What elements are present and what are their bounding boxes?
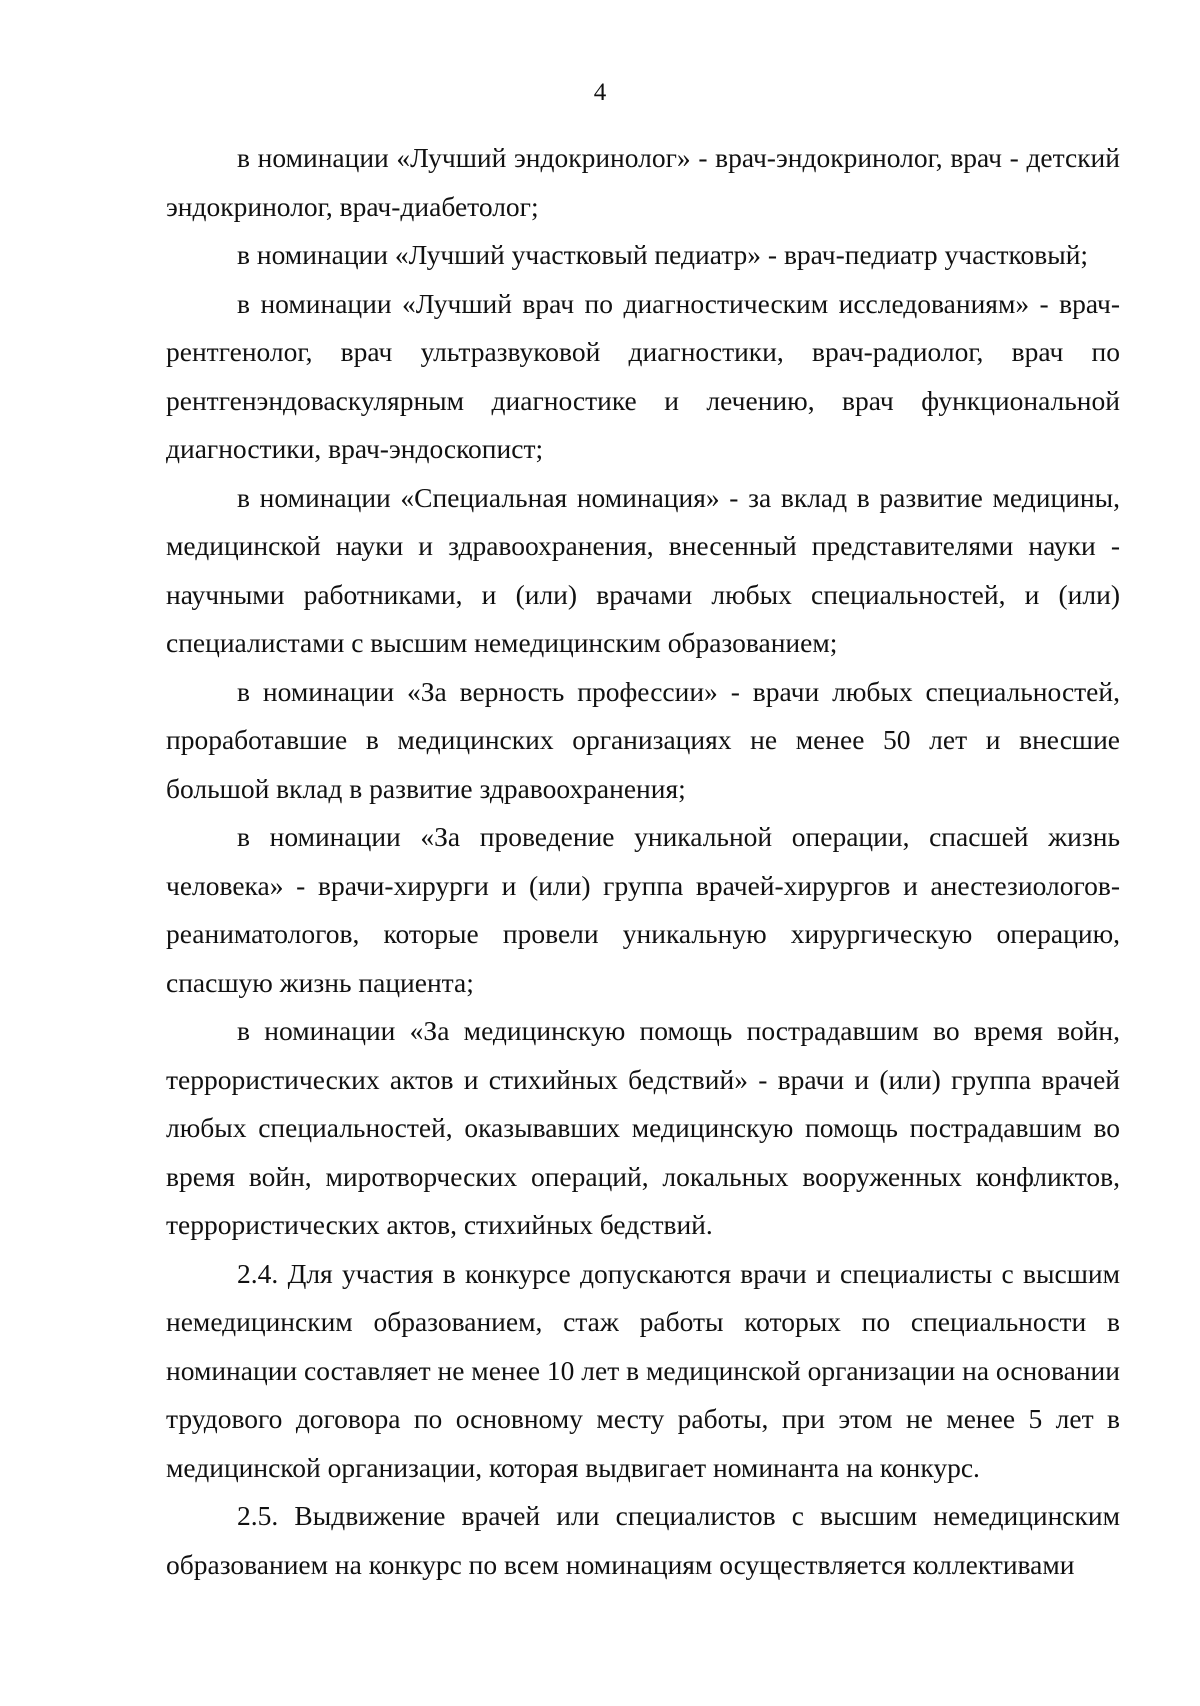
paragraph-war-victims: в номинации «За медицинскую помощь пострадавшим во время войн, террористических актов и стихийных бедствий» - врачи и (или) группа врачей любых специальностей, оказывавших медицинскую помощь пострадавшим во время войн, миротворческих операций, локальных вооруженных конфликтов, террористических актов, стихийных бедствий. — [166, 1015, 1120, 1240]
paragraph-unique-operation: в номинации «За проведение уникальной операции, спасшей жизнь человека» - врачи-хирурги и (или) группа врачей-хирургов и анестезиологов-реаниматологов, которые провели уникальную хирургическую операцию, спасшую жизнь пациента; — [166, 821, 1120, 998]
document-body — [166, 134, 1120, 1589]
paragraph-loyalty: в номинации «За верность профессии» - врачи любых специальностей, проработавшие в медицинских организациях не менее 50 лет и внесшие большой вклад в развитие здравоохранения; — [166, 675, 1120, 804]
paragraph-diagnostics: в номинации «Лучший врач по диагностическим исследованиям» - врач-рентгенолог, врач ультразвуковой диагностики, врач-радиолог, врач по рентгенэндоваскулярным диагностике и лечению, врач функциональной диагностики, врач-эндоскопист; — [166, 287, 1120, 464]
paragraph-endocrinologist: в номинации «Лучший эндокринолог» - врач-эндокринолог, врач - детский эндокринолог, врач-диабетолог; — [166, 142, 1120, 222]
paragraph-special-nomination: в номинации «Специальная номинация» - за вклад в развитие медицины, медицинской науки и здравоохранения, внесенный представителями науки - научными работниками, и (или) врачами любых специальностей, и (или) специалистами с высшим немедицинским образованием; — [166, 481, 1120, 658]
paragraph-2-5: 2.5. Выдвижение врачей или специалистов с высшим немедицинским образованием на конкурс по всем номинациям осуществляется коллективами — [166, 1500, 1120, 1580]
paragraph-2-4: 2.4. Для участия в конкурсе допускаются врачи и специалисты с высшим немедицинским образованием, стаж работы которых по специальности в номинации составляет не менее 10 лет в медицинской организации на основании трудового договора по основному месту работы, при этом не менее 5 лет в медицинской организации, которая выдвигает номинанта на конкурс. — [166, 1257, 1120, 1483]
page-number: 4 — [593, 79, 607, 106]
paragraph-pediatrician: в номинации «Лучший участковый педиатр» - врач-педиатр участковый; — [237, 239, 1089, 270]
